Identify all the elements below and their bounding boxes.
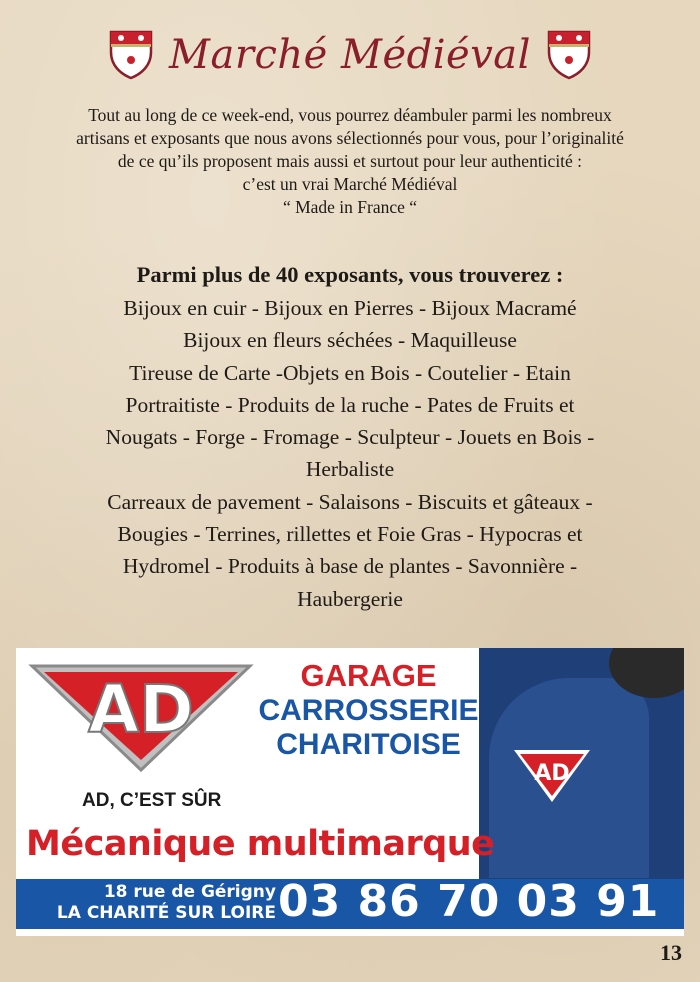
exhibitor-line: Bougies - Terrines, rillettes et Foie Gras - Hypocras et [117,522,583,547]
exhibitor-line: Nougats - Forge - Fromage - Sculpteur - Jouets en Bois - [105,425,595,450]
intro-line: artisans et exposants que nous avons sélectionnés pour vous, pour l’originalité [76,128,624,148]
garage-advertisement [16,648,684,936]
exhibitor-line: Herbaliste [305,457,395,482]
service-tagline: Mécanique multimarque [26,824,495,864]
address [26,882,276,924]
exhibitor-line: Bijoux en cuir - Bijoux en Pierres - Bijoux Macramé [123,296,577,320]
garage-label: GARAGE [300,658,437,693]
exhibitor-line: Carreaux de pavement - Salaisons - Biscuits et gâteaux - [107,489,593,514]
coat-of-arms-icon [109,30,153,80]
ad-logo-text: AD [88,671,194,748]
exhibitor-line: Haubergerie [297,586,403,611]
intro-paragraph [30,104,670,219]
coat-of-arms-icon [547,30,591,80]
exhibitor-line: Hydromel - Produits à base de plantes - Savonnière - [122,554,578,579]
title-row [0,30,700,80]
ad-badge-text: AD [534,761,570,786]
ad-logo [28,662,254,774]
exhibitor-line: Bijoux en fleurs séchées - Maquilleuse [183,328,517,353]
carrosserie-label: CARROSSERIE [258,694,479,727]
phone-number: 03 86 70 03 91 [278,876,660,927]
ad-slogan: AD, C’EST SÛR [82,790,222,811]
address-street: 18 rue de Gérigny [103,882,276,902]
intro-line: c’est un vrai Marché Médiéval [242,174,458,194]
page-number: 13 [660,940,682,965]
exhibitors-heading: Parmi plus de 40 exposants, vous trouverez : [136,262,564,287]
ad-badge-icon [512,748,592,804]
charitoise-label: CHARITOISE [276,728,461,761]
address-city: LA CHARITÉ SUR LOIRE [56,903,276,923]
page-title: Marché Médiéval [169,32,531,78]
exhibitor-line: Tireuse de Carte -Objets en Bois - Coutelier - Etain [129,360,571,385]
exhibitors-section [40,262,660,615]
intro-line: “ Made in France “ [282,197,418,217]
intro-line: de ce qu’ils proposent mais aussi et surtout pour leur authenticité : [117,151,583,171]
garage-name-block [236,658,501,762]
exhibitor-line: Portraitiste - Produits de la ruche - Pates de Fruits et [125,392,575,417]
intro-line: Tout au long de ce week-end, vous pourrez déambuler parmi les nombreux [88,105,612,125]
